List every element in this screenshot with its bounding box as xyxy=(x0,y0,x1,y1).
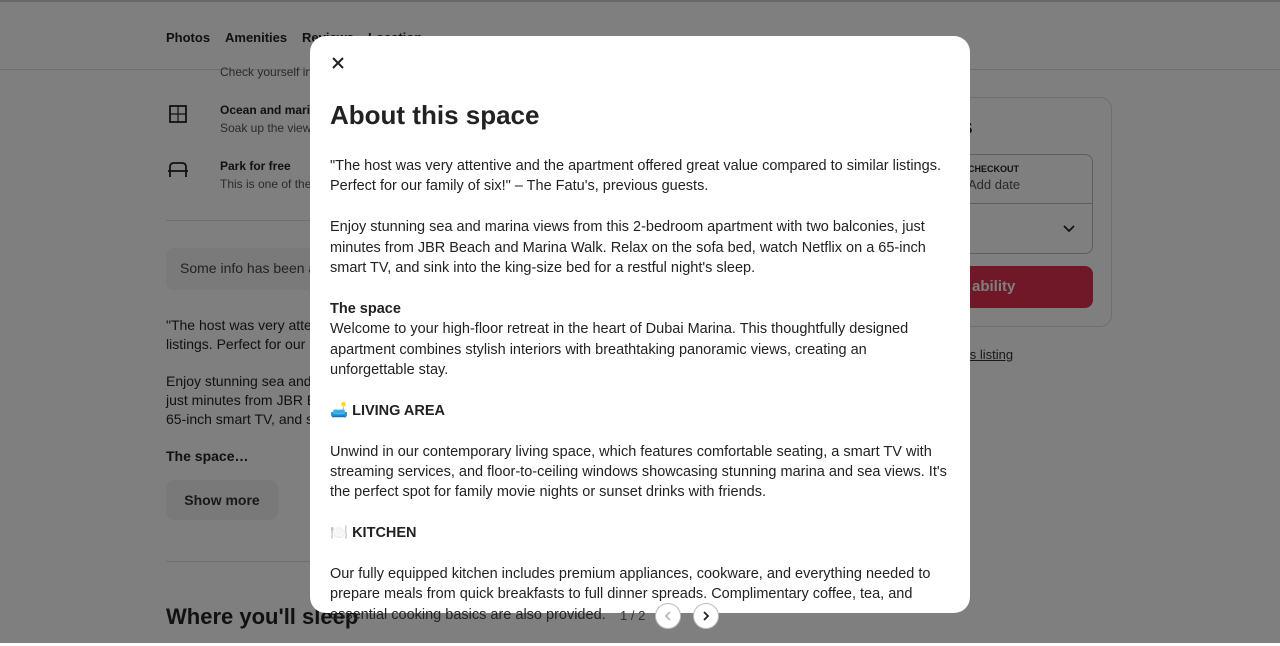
living-area-text: Unwind in our contemporary living space, which features comfortable seating, a smart TV with streaming services, and floor-to-ceiling windows showcasing stunning marina and sea views. It's the perfect spot for family movie nights or sunset drinks with friends. xyxy=(330,443,947,501)
modal-body xyxy=(330,156,954,646)
chevron-left-icon xyxy=(663,611,673,621)
guest-quote: "The host was very attentive and the apartment offered great value compared to similar listings. Perfect for our family of six!" – The Fatu's, previous guests. xyxy=(330,158,941,195)
living-area-heading: 🛋️ LIVING AREA xyxy=(330,402,445,419)
kitchen-text: Our fully equipped kitchen includes premium appliances, cookware, and everything needed to prepare meals from quick breakfasts to full dinner spreads. Complimentary coffee, tea, and essential cooking basics are also provided. xyxy=(330,566,931,623)
summary-paragraph: Enjoy stunning sea and marina views from this 2-bedroom apartment with two balconies, just minutes from JBR Beach and Marina Walk. Relax on the sofa bed, watch Netflix on a 65-inch smart TV, and sink into the king-size bed for a restful night's sleep. xyxy=(330,219,926,277)
prev-page-button[interactable] xyxy=(655,603,681,629)
kitchen-heading: 🍽️ KITCHEN xyxy=(330,525,417,542)
chevron-right-icon xyxy=(701,611,711,621)
close-button[interactable] xyxy=(326,51,350,75)
space-text: Welcome to your high-floor retreat in the heart of Dubai Marina. This thoughtfully designed apartment combines stylish interiors with breathtaking panoramic views, creating an unforgettable stay. xyxy=(330,321,909,379)
modal-title: About this space xyxy=(330,100,540,130)
next-page-button[interactable] xyxy=(693,603,719,629)
photo-pager: 1 / 2 xyxy=(620,608,646,623)
space-section xyxy=(330,299,954,381)
close-icon xyxy=(332,57,344,69)
space-heading: The space xyxy=(330,300,401,317)
